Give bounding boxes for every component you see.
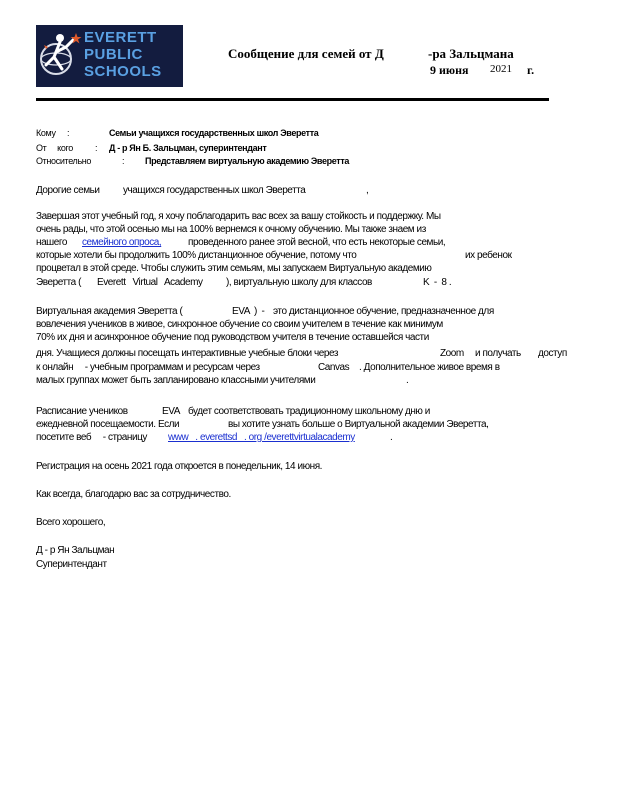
p2-line-6a: малых группах может быть запланировано классными учителями [36, 375, 316, 386]
p1-line-3b: проведенного ранее этой весной, что есть некоторые семьи, [188, 237, 446, 248]
p1-line-6b: Everett Virtual Academy [97, 277, 203, 288]
logo-wordmark [84, 29, 162, 80]
p1-line-2: очень рады, что этой осенью мы на 100% вернемся к очному обучению. Мы также знаем из [36, 224, 426, 235]
greeting-c: , [366, 185, 369, 196]
to-colon: : [67, 128, 70, 138]
p1-line-5: процветал в этой среде. Чтобы служить этим семьям, мы запускаем Виртуальную академию [36, 263, 432, 274]
virtual-academy-link[interactable]: www . everettsd . org /everettvirtualacademy [168, 432, 355, 443]
district-logo [36, 25, 183, 87]
p2-line-4d: доступ [538, 348, 567, 359]
p1-line-1: Завершая этот учебный год, я хочу поблагодарить вас всех за вашу стойкость и поддержку. Мы [36, 211, 441, 222]
p2-line-4a: дня. Учащиеся должны посещать интерактивные учебные блоки через [36, 348, 339, 359]
p2-line-2: вовлечения учеников в живое, синхронное обучение со своим учителем в течение как минимум [36, 319, 443, 330]
greeting-b: учащихся государственных школ Эверетта [123, 185, 306, 196]
p1-line-6a: Эверетта ( [36, 277, 81, 288]
logo-figure-icon [36, 25, 84, 87]
to-value: Семьи учащихся государственных школ Эверетта [109, 128, 319, 138]
p1-line-6c: ), виртуальную школу для классов [226, 277, 372, 288]
re-label: Относительно [36, 156, 92, 166]
p2-line-1b: EVA ) - [232, 306, 265, 317]
family-survey-link[interactable]: семейного опроса, [82, 237, 162, 248]
p2-line-1c: это дистанционное обучение, предназначенное для [273, 306, 494, 317]
p1-line-6d: K - 8 . [423, 277, 452, 288]
p5: Как всегда, благодарю вас за сотрудничество. [36, 489, 231, 500]
p1-line-4a: которые хотели бы продолжить 100% дистанционное обучение, потому что [36, 250, 357, 261]
from-label: От кого [36, 143, 73, 153]
logo-line-1: EVERETT [84, 29, 157, 46]
p3-line-1a: Расписание учеников [36, 406, 128, 417]
logo-line-3: SCHOOLS [84, 63, 162, 80]
p3-line-3b: . [390, 432, 393, 443]
from-value: Д - р Ян Б. Зальцман, суперинтендант [109, 143, 267, 153]
p3-line-1c: будет соответствовать традиционному школьному дню и [188, 406, 430, 417]
p3-line-3a: посетите веб - страницу [36, 432, 147, 443]
to-label: Кому [36, 128, 56, 138]
re-value: Представляем виртуальную академию Эверетта [145, 156, 350, 166]
closing: Всего хорошего, [36, 517, 106, 528]
p3-line-1b: EVA [162, 406, 180, 417]
p2-line-1a: Виртуальная академия Эверетта ( [36, 306, 183, 317]
p2-line-6b: . [406, 375, 409, 386]
p2-line-4c: и получать [475, 348, 521, 359]
p3-line-2a: ежедневной посещаемости. Если [36, 419, 180, 430]
p2-line-5b: Canvas [318, 362, 350, 373]
re-colon: : [122, 156, 125, 166]
logo-line-2: PUBLIC [84, 46, 143, 63]
p2-line-4b: Zoom [440, 348, 464, 359]
from-colon: : [95, 143, 98, 153]
p3-line-2b: вы хотите узнать больше о Виртуальной академии Эверетта, [228, 419, 489, 430]
p2-line-3: 70% их дня и асинхронное обучение под руководством учителя в течение оставшейся части [36, 332, 429, 343]
p1-line-3a: нашего [36, 237, 67, 248]
greeting-a: Дорогие семьи [36, 185, 100, 196]
p2-line-5a: к онлайн - учебным программам и ресурсам через [36, 362, 260, 373]
date-suffix: г. [527, 63, 535, 77]
title-part-2: -ра Зальцмана [428, 46, 514, 61]
p4: Регистрация на осень 2021 года откроется в понедельник, 14 июня. [36, 461, 322, 472]
title-part-1: Сообщение для семей от Д [228, 46, 384, 61]
header-divider [36, 98, 549, 101]
signature-name: Д - р Ян Зальцман [36, 545, 115, 556]
date-year: 2021 [490, 63, 512, 75]
signature-title: Суперинтендант [36, 559, 107, 570]
p1-line-4b: их ребенок [465, 250, 512, 261]
p2-line-5c: . Дополнительное живое время в [359, 362, 500, 373]
date-day: 9 июня [430, 63, 469, 77]
